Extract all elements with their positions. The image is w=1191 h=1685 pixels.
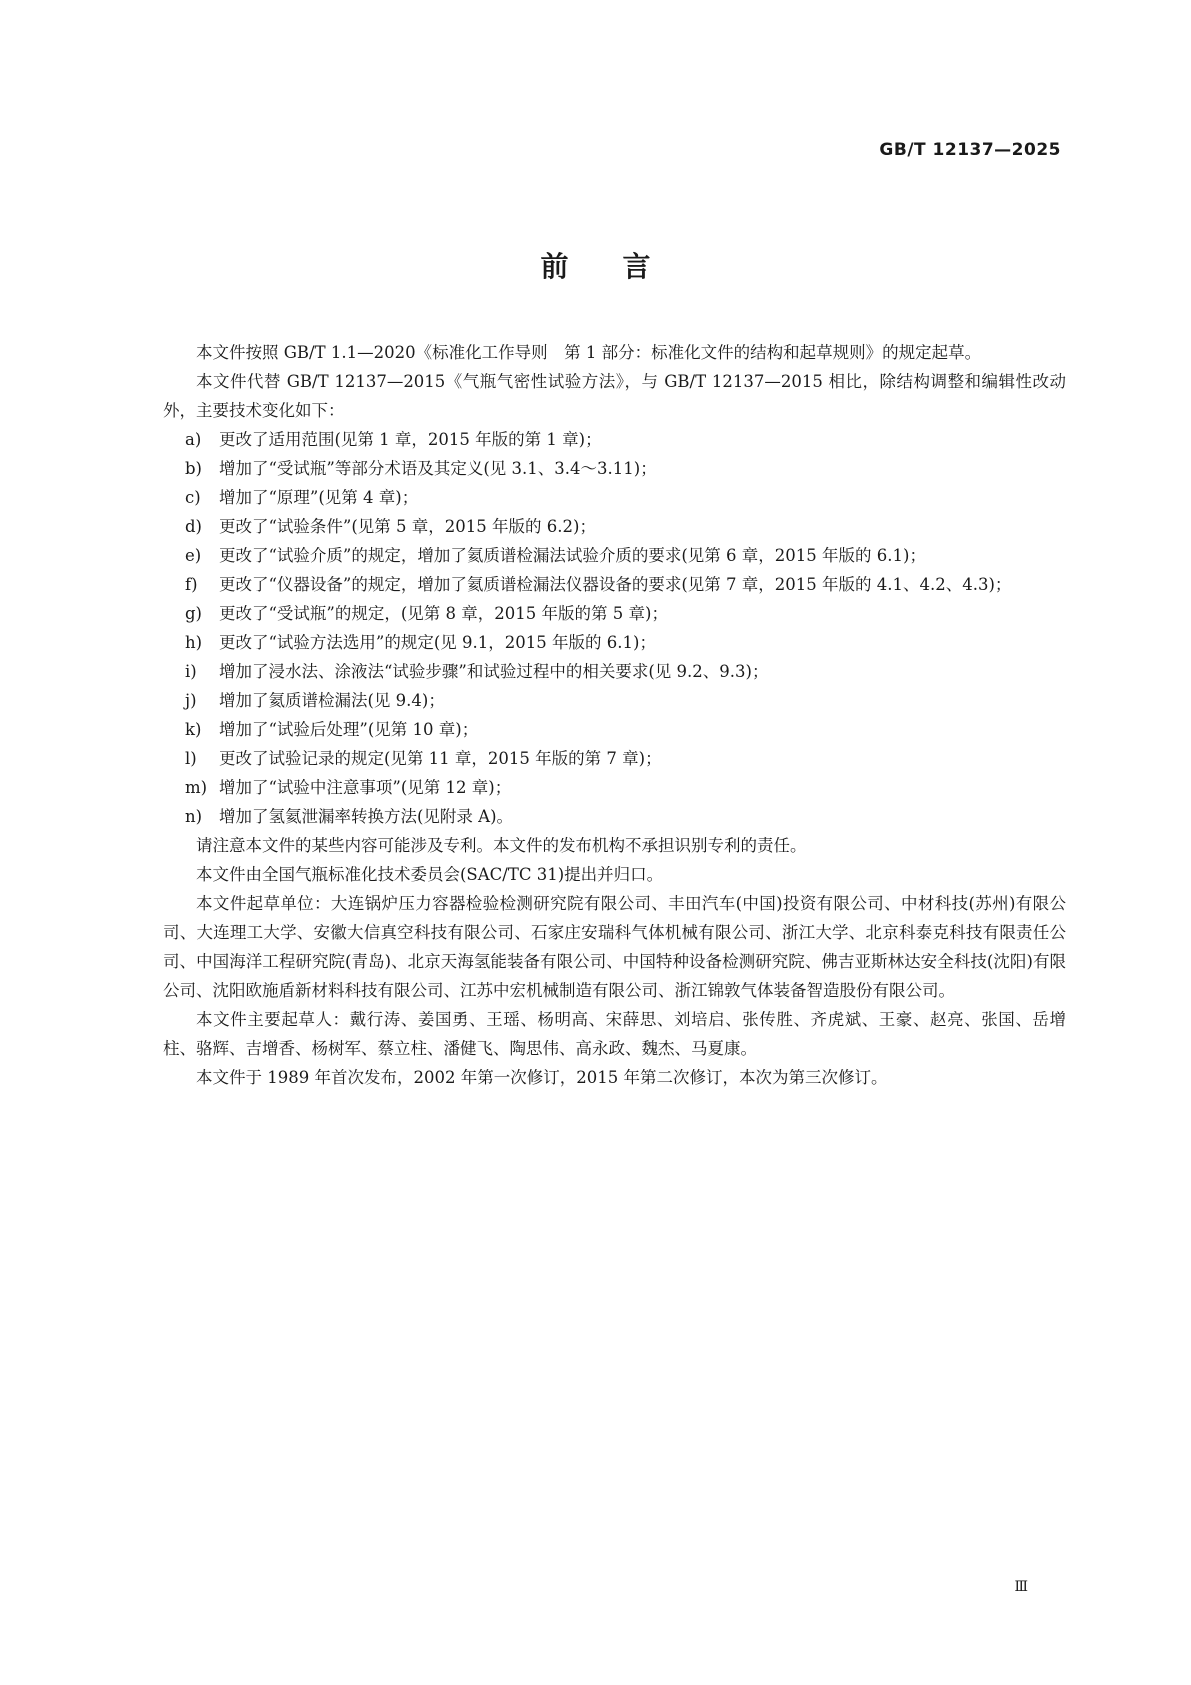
list-item-text: 增加了“试验中注意事项”(见第 12 章)； bbox=[219, 778, 512, 797]
paragraph: 本文件于 1989 年首次发布，2002 年第一次修订，2015 年第二次修订，本次为第三次修订。 bbox=[196, 1068, 888, 1087]
standard-code: GB/T 12137—2025 bbox=[879, 140, 1061, 160]
list-marker: j) bbox=[185, 691, 197, 710]
list-item bbox=[163, 512, 1066, 541]
list-item bbox=[163, 657, 1066, 686]
list-item bbox=[163, 483, 1066, 512]
paragraph: 请注意本文件的某些内容可能涉及专利。本文件的发布机构不承担识别专利的责任。 bbox=[196, 836, 807, 855]
list-item-text: 增加了“原理”(见第 4 章)； bbox=[219, 488, 419, 507]
list-marker: a) bbox=[185, 430, 202, 449]
list-item-text: 增加了“试验后处理”(见第 10 章)； bbox=[219, 720, 479, 739]
list-item-text: 增加了“受试瓶”等部分术语及其定义(见 3.1、3.4～3.11)； bbox=[219, 459, 657, 478]
list-item-text: 更改了“仪器设备”的规定，增加了氦质谱检漏法仪器设备的要求(见第 7 章，2015 年版的 4.1、4.2、4.3)； bbox=[219, 575, 1012, 594]
list-marker: f) bbox=[185, 575, 198, 594]
list-item-text: 更改了试验记录的规定(见第 11 章，2015 年版的第 7 章)； bbox=[219, 749, 662, 768]
list-item bbox=[163, 628, 1066, 657]
list-marker: i) bbox=[185, 662, 197, 681]
paragraph: 本文件主要起草人：戴行涛、姜国勇、王瑶、杨明高、宋薛思、刘培启、张传胜、齐虎斌、王豪、赵亮、张国、岳增柱、骆辉、吉增香、杨树军、蔡立柱、潘健飞、陶思伟、高永政、魏杰、马夏康。 bbox=[163, 1010, 1066, 1058]
list-marker: e) bbox=[185, 546, 202, 565]
list-item-text: 增加了浸水法、涂液法“试验步骤”和试验过程中的相关要求(见 9.2、9.3)； bbox=[219, 662, 769, 681]
list-item-text: 更改了“试验介质”的规定，增加了氦质谱检漏法试验介质的要求(见第 6 章，2015 年版的 6.1)； bbox=[219, 546, 926, 565]
list-item bbox=[163, 773, 1066, 802]
paragraph: 本文件起草单位：大连锅炉压力容器检验检测研究院有限公司、丰田汽车(中国)投资有限公司、中材科技(苏州)有限公司、大连理工大学、安徽大信真空科技有限公司、石家庄安瑞科气体机械有限公司、浙江大学、北京科泰克科技有限责任公司、中国海洋工程研究院(青岛)、北京天海氢能装备有限公司、中国特种设备检测研究院、佛吉亚斯林达安全科技(沈阳)有限公司、沈阳欧施盾新材料科技有限公司、江苏中宏机械制造有限公司、浙江锦敦气体装备智造股份有限公司。 bbox=[163, 894, 1066, 1000]
list-marker: g) bbox=[185, 604, 202, 623]
list-marker: k) bbox=[185, 720, 202, 739]
list-marker: b) bbox=[185, 459, 202, 478]
list-marker: d) bbox=[185, 517, 202, 536]
list-item bbox=[163, 541, 1066, 570]
document-body bbox=[163, 338, 1066, 1092]
page-title: 前言 bbox=[540, 250, 705, 283]
list-item bbox=[163, 454, 1066, 483]
list-item bbox=[163, 599, 1066, 628]
list-item-text: 增加了氦质谱检漏法(见 9.4)； bbox=[219, 691, 445, 710]
list-marker: h) bbox=[185, 633, 203, 652]
page-number: Ⅲ bbox=[1014, 1579, 1028, 1595]
list-item bbox=[163, 425, 1066, 454]
list-item-text: 更改了适用范围(见第 1 章，2015 年版的第 1 章)； bbox=[219, 430, 602, 449]
changes-list bbox=[163, 425, 1066, 831]
paragraph: 本文件代替 GB/T 12137—2015《气瓶气密性试验方法》，与 GB/T 12137—2015 相比，除结构调整和编辑性改动外，主要技术变化如下： bbox=[163, 372, 1066, 420]
list-marker: l) bbox=[185, 749, 197, 768]
list-marker: m) bbox=[185, 778, 208, 797]
list-item-text: 更改了“试验方法选用”的规定(见 9.1，2015 年版的 6.1)； bbox=[219, 633, 656, 652]
list-item bbox=[163, 802, 1066, 831]
list-marker: n) bbox=[185, 807, 203, 826]
list-item bbox=[163, 715, 1066, 744]
list-item-text: 增加了氢氦泄漏率转换方法(见附录 A)。 bbox=[219, 807, 514, 826]
list-item bbox=[163, 570, 1066, 599]
list-item-text: 更改了“受试瓶”的规定，(见第 8 章，2015 年版的第 5 章)； bbox=[219, 604, 668, 623]
paragraph: 本文件按照 GB/T 1.1—2020《标准化工作导则 第 1 部分：标准化文件的结构和起草规则》的规定起草。 bbox=[196, 343, 982, 362]
list-item bbox=[163, 744, 1066, 773]
list-item-text: 更改了“试验条件”(见第 5 章，2015 年版的 6.2)； bbox=[219, 517, 596, 536]
list-marker: c) bbox=[185, 488, 201, 507]
paragraph: 本文件由全国气瓶标准化技术委员会(SAC/TC 31)提出并归口。 bbox=[196, 865, 664, 884]
list-item bbox=[163, 686, 1066, 715]
